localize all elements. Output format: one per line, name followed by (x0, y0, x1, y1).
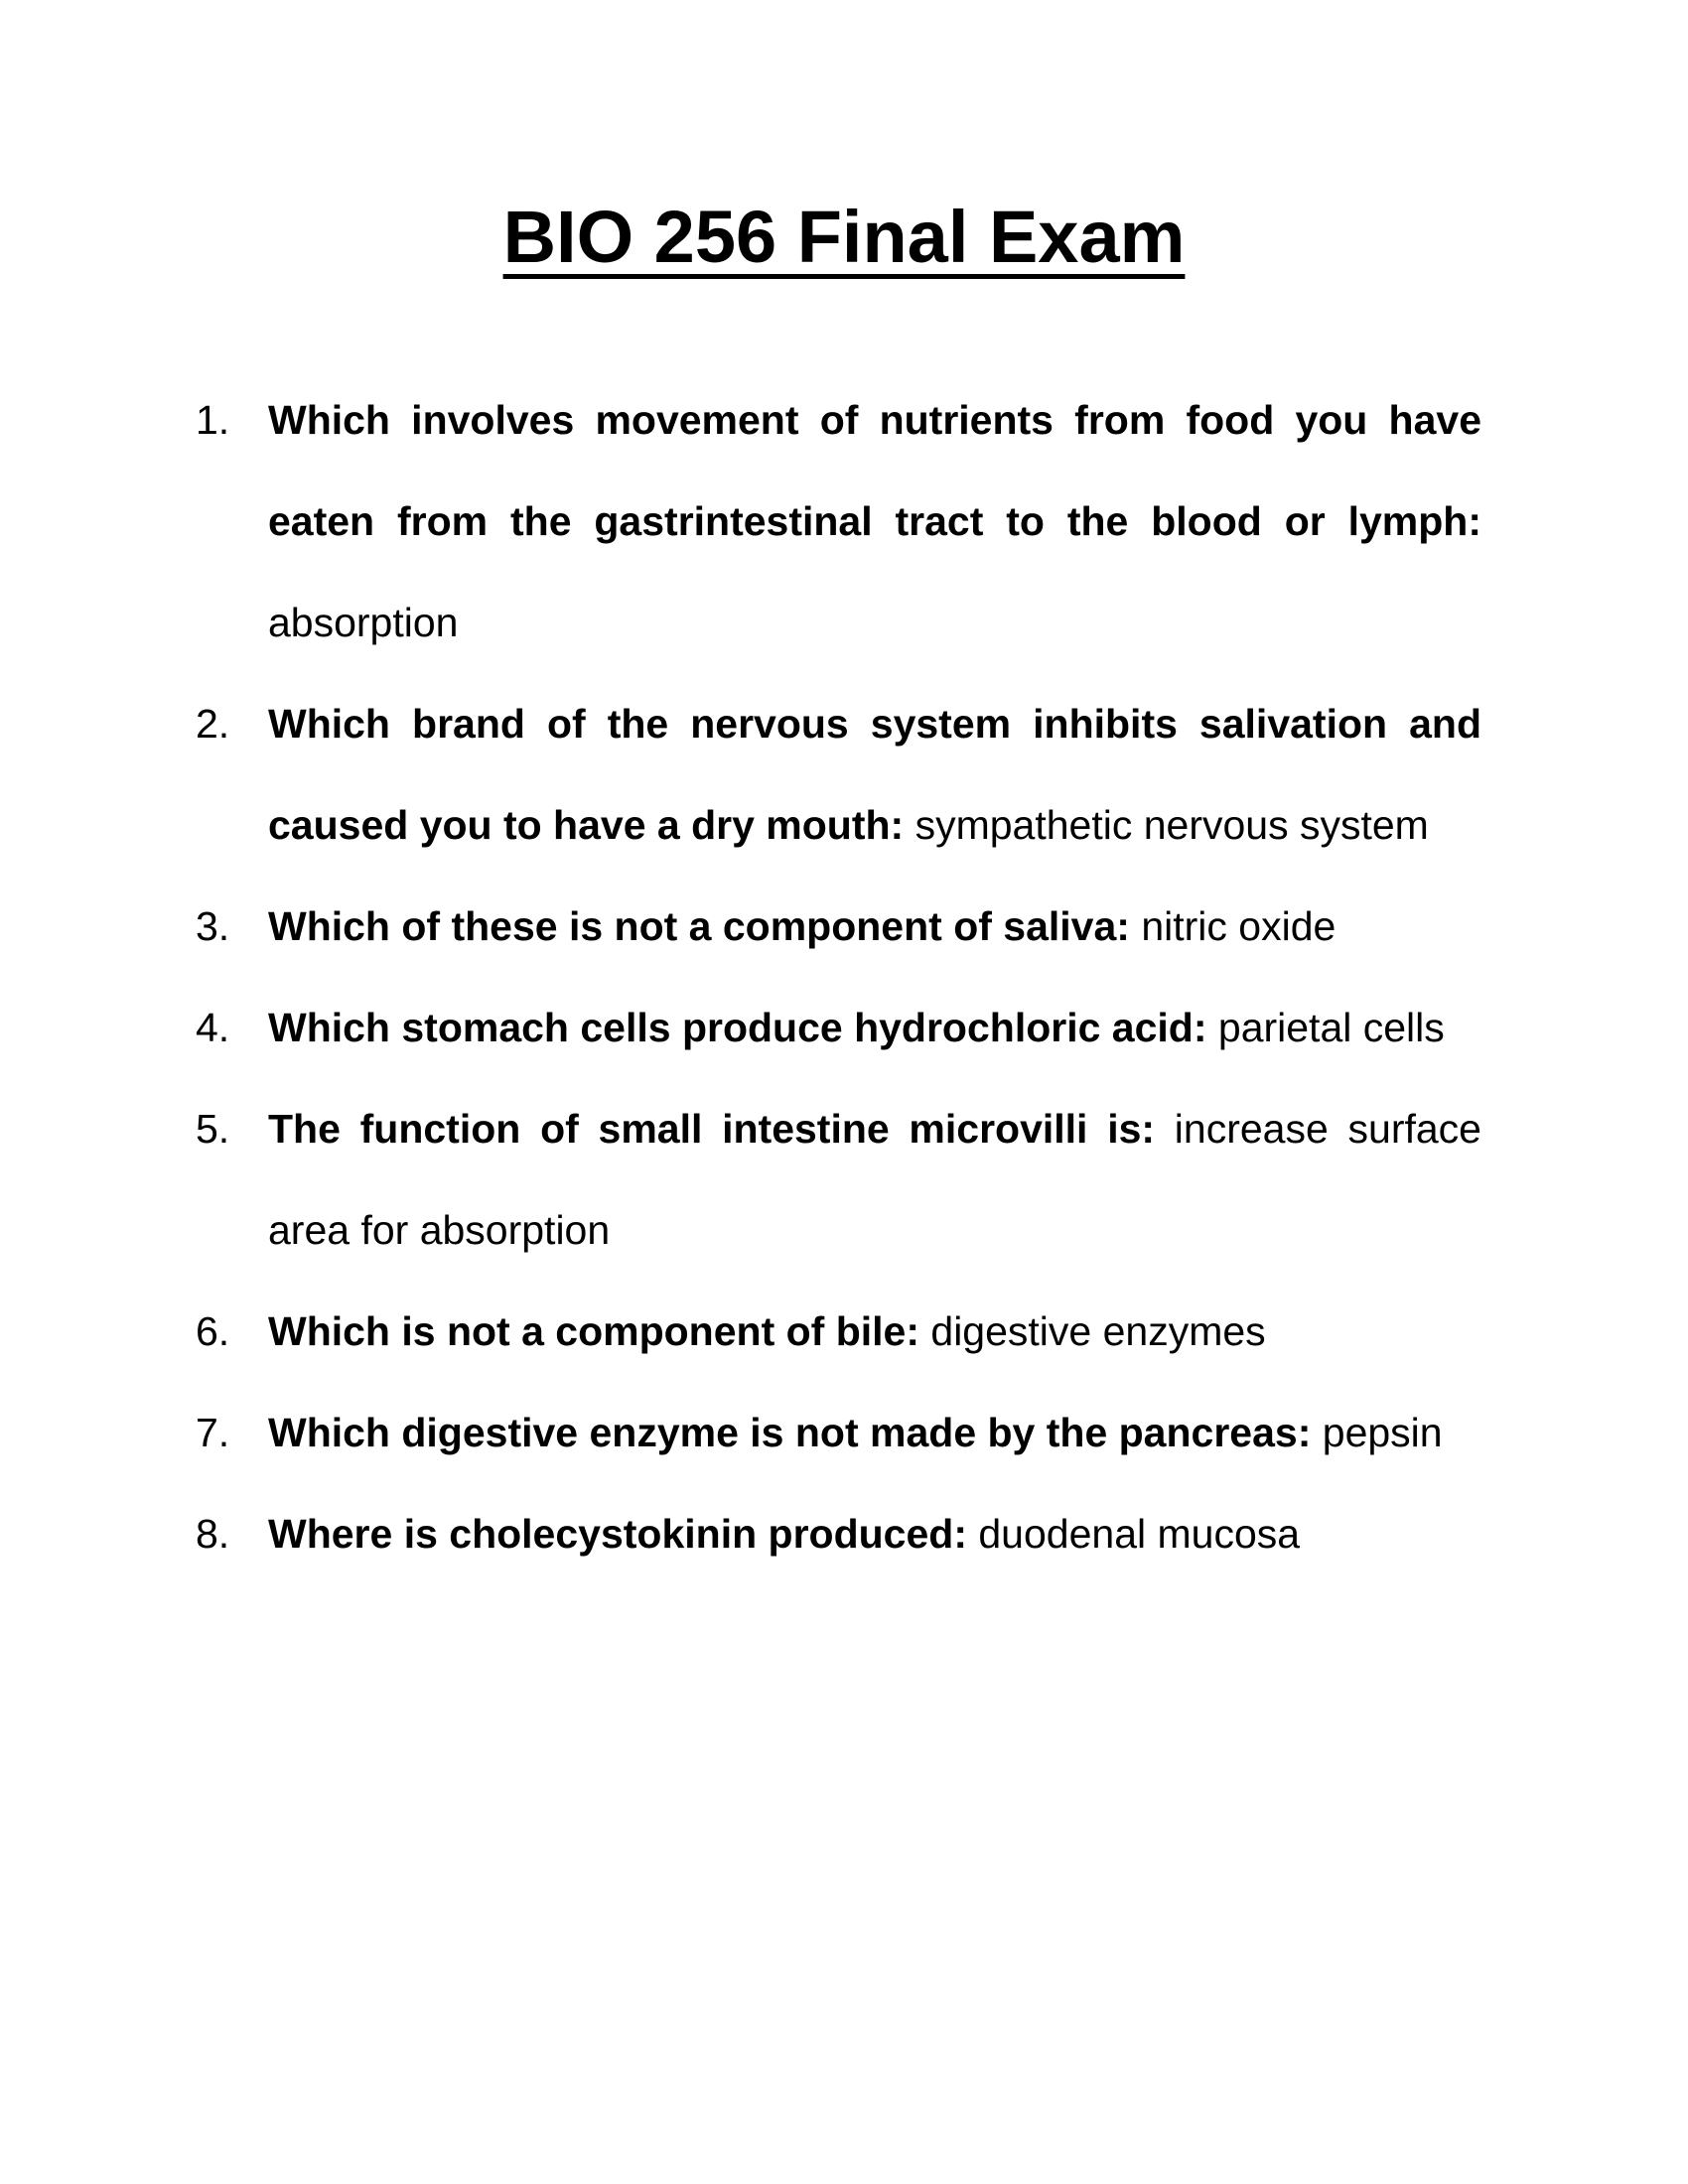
question-text: The function of small intestine microvilli is: (268, 1106, 1156, 1152)
question-number: 1. (196, 397, 230, 443)
question-answer: nitric oxide (1141, 903, 1336, 949)
question-body (268, 876, 1481, 977)
question-answer: digestive enzymes (930, 1308, 1266, 1354)
question-item-1 (0, 369, 1688, 673)
question-body (268, 1483, 1481, 1584)
question-answer: increase surface area for absorption (268, 1106, 1481, 1253)
question-body (268, 977, 1481, 1078)
question-item-3 (0, 876, 1688, 977)
question-item-8 (0, 1483, 1688, 1584)
page-title (0, 195, 1688, 280)
question-answer: duodenal mucosa (978, 1511, 1301, 1557)
question-body (268, 1382, 1481, 1483)
question-answer: sympathetic nervous system (914, 802, 1429, 848)
question-number: 3. (196, 903, 230, 949)
question-text: Which of these is not a component of saliva: (268, 903, 1130, 949)
question-text: Where is cholecystokinin produced: (268, 1511, 967, 1557)
question-answer: pepsin (1322, 1410, 1443, 1455)
question-text: Which stomach cells produce hydrochloric acid: (268, 1005, 1207, 1050)
question-text: Which is not a component of bile: (268, 1308, 919, 1354)
question-item-5 (0, 1078, 1688, 1281)
question-body (268, 673, 1481, 876)
page-title-text: BIO 256 Final Exam (502, 196, 1186, 278)
question-list (0, 369, 1688, 1584)
question-text: Which involves movement of nutrients from food you have eaten from the gastrintestinal tract to the blood or lymph: (268, 397, 1481, 544)
question-number: 2. (196, 701, 230, 747)
question-number: 5. (196, 1106, 230, 1152)
question-text: Which digestive enzyme is not made by the pancreas: (268, 1410, 1312, 1455)
question-item-4 (0, 977, 1688, 1078)
question-number: 8. (196, 1511, 230, 1557)
question-body (268, 369, 1481, 673)
question-number: 7. (196, 1410, 230, 1455)
question-text: Which brand of the nervous system inhibits salivation and caused you to have a dry mouth: (268, 701, 1481, 848)
question-body (268, 1078, 1481, 1281)
question-number: 4. (196, 1005, 230, 1050)
question-body (268, 1281, 1481, 1382)
question-number: 6. (196, 1308, 230, 1354)
question-item-2 (0, 673, 1688, 876)
question-item-7 (0, 1382, 1688, 1483)
question-item-6 (0, 1281, 1688, 1382)
question-answer: absorption (268, 600, 459, 645)
question-answer: parietal cells (1217, 1005, 1445, 1050)
